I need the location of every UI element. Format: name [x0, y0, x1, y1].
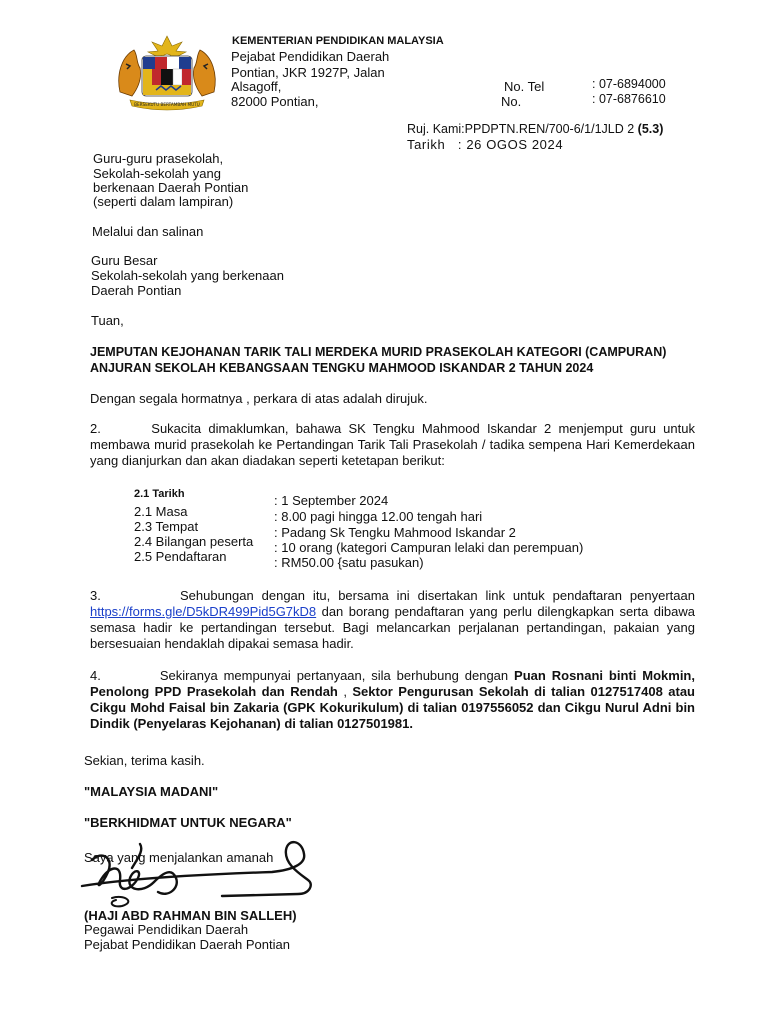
office-address-line3: 82000 Pontian,	[231, 94, 319, 109]
handwritten-signature-icon	[72, 828, 322, 918]
recipient-line2: Sekolah-sekolah yang	[93, 166, 221, 181]
detail-label: 2.1 Masa	[134, 504, 188, 519]
cc-line1: Guru Besar	[91, 253, 158, 268]
office-address-line1: Pontian, JKR 1927P, Jalan	[231, 65, 385, 80]
office-address-line2: Alsagoff,	[231, 79, 282, 94]
opening-sentence: Dengan segala hormatnya , perkara di atas adalah dirujuk.	[90, 391, 428, 406]
cc-line2: Sekolah-sekolah yang berkenaan	[91, 268, 284, 283]
detail-label: 2.4 Bilangan peserta	[134, 534, 254, 549]
detail-row	[134, 488, 614, 508]
fax-label: No.	[501, 94, 522, 109]
ministry-name: KEMENTERIAN PENDIDIKAN MALAYSIA	[232, 35, 444, 47]
jata-negara-crest-icon	[112, 34, 222, 112]
paragraph-4: 4. Sekiranya mempunyai pertanyaan, sila berhubung dengan Puan Rosnani binti Mokmin, Penolong PPD Prasekolah dan Rendah , Sektor Pengurusan Sekolah di talian 0127517408 atau Cikgu Mohd Faisal bin Zakaria (GPK Kokurikulum) di talian 0197556052 dan Cikgu Nurul Adni bin Dindik (Penyelaras Kejohanan) di talian 0127501981.	[90, 668, 695, 731]
signatory-office: Pejabat Pendidikan Daerah Pontian	[84, 937, 290, 952]
signatory-name: (HAJI ABD RAHMAN BIN SALLEH)	[84, 908, 297, 923]
detail-label: 2.1 Tarikh	[134, 488, 185, 500]
tel-value: : 07-6894000	[592, 77, 666, 91]
salutation: Tuan,	[91, 313, 124, 328]
closing-thanks: Sekian, terima kasih.	[84, 753, 205, 768]
detail-value: : RM50.00 {satu pasukan)	[274, 555, 424, 570]
detail-value: : 8.00 pagi hingga 12.00 tengah hari	[274, 509, 483, 524]
office-name: Pejabat Pendidikan Daerah	[231, 49, 390, 64]
detail-label: 2.3 Tempat	[134, 519, 199, 534]
paragraph-2: 2. Sukacita dimaklumkan, bahawa SK Tengku Mahmood Iskandar 2 menjemput guru untuk membawa murid prasekolah ke Pertandingan Tarik Tali Prasekolah / tadika sempena Hari Kemerdekaan yang dianjurkan dan akan diadakan seperti ketetapan berikut:	[90, 421, 695, 468]
motto-malaysia-madani: "MALAYSIA MADANI"	[84, 784, 219, 799]
svg-text:BERSEKUTU BERTAMBAH MUTU: BERSEKUTU BERTAMBAH MUTU	[134, 102, 200, 107]
subject-line2: ANJURAN SEKOLAH KEBANGSAAN TENGKU MAHMOOD ISKANDAR 2 TAHUN 2024	[90, 361, 594, 375]
detail-value: : 10 orang (kategori Campuran lelaki dan perempuan)	[274, 540, 584, 555]
cc-line3: Daerah Pontian	[91, 283, 182, 298]
registration-form-link[interactable]: https://forms.gle/D5kDR499Pid5G7kD8	[90, 604, 317, 619]
via-copy-label: Melalui dan salinan	[92, 224, 204, 239]
detail-value: : 1 September 2024	[274, 493, 389, 508]
closing-trust-line: Saya yang menjalankan amanah	[84, 850, 274, 865]
reference-number: Ruj. Kami:PPDPTN.REN/700-6/1/1JLD 2 (5.3)	[407, 122, 664, 136]
recipient-line1: Guru-guru prasekolah,	[93, 151, 224, 166]
subject-line1: JEMPUTAN KEJOHANAN TARIK TALI MERDEKA MURID PRASEKOLAH KATEGORI (CAMPURAN)	[90, 345, 667, 359]
letter-date: Tarikh : 26 OGOS 2024	[407, 137, 564, 152]
detail-label: 2.5 Pendaftaran	[134, 549, 227, 564]
detail-value: : Padang Sk Tengku Mahmood Iskandar 2	[274, 525, 516, 540]
event-details-list	[134, 488, 614, 570]
signatory-title: Pegawai Pendidikan Daerah	[84, 922, 249, 937]
fax-value: : 07-6876610	[592, 92, 666, 106]
tel-label: No. Tel	[504, 79, 545, 94]
paragraph-3: 3. Sehubungan dengan itu, bersama ini disertakan link untuk pendaftaran penyertaan https://forms.gle/D5kDR499Pid5G7kD8 dan borang pendaftaran yang perlu dilengkapkan serta dibawa semasa hadir ke pertandingan tersebut. Bagi melancarkan perjalanan pertandingan, pakaian yang bersesuaian hendaklah dipakai semasa hadir.	[90, 588, 695, 651]
recipient-line3: berkenaan Daerah Pontian	[93, 180, 249, 195]
recipient-line4: (seperti dalam lampiran)	[93, 194, 234, 209]
motto-berkhidmat: "BERKHIDMAT UNTUK NEGARA"	[84, 815, 292, 830]
